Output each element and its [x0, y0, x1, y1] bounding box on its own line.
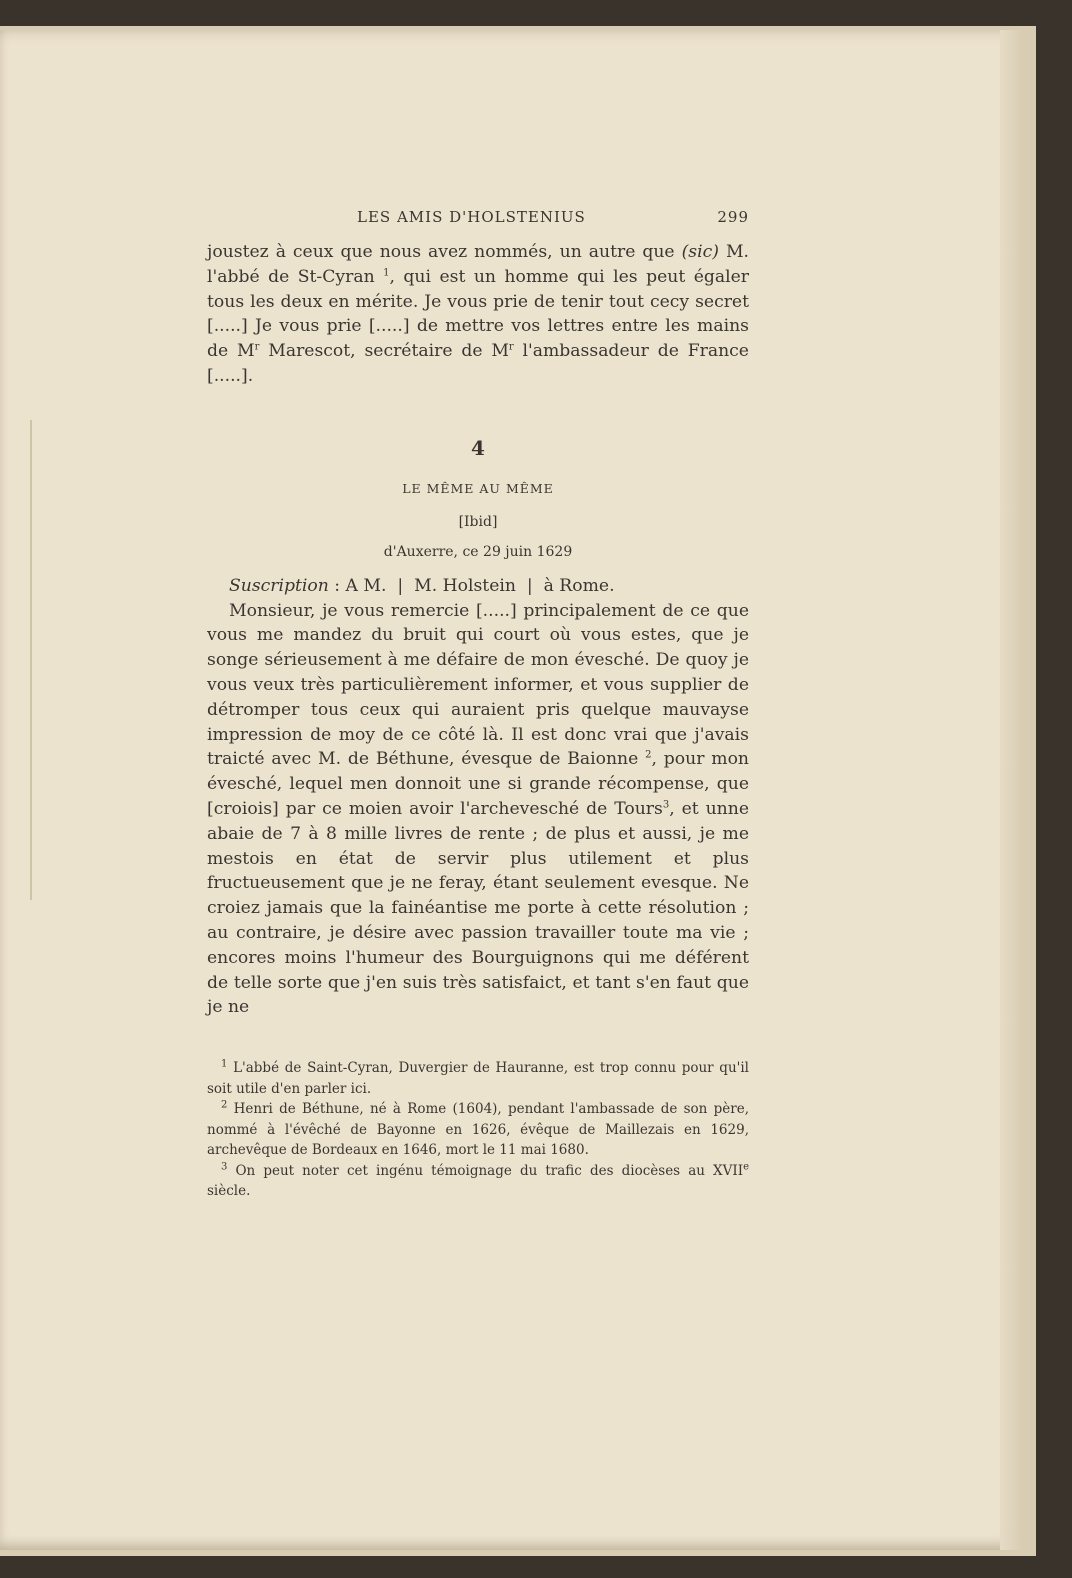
section-title: LE MÊME AU MÊME — [402, 480, 554, 496]
letter-body — [207, 599, 749, 1021]
running-head-title: LES AMIS D'HOLSTENIUS — [357, 208, 586, 226]
paragraph-2 — [207, 599, 749, 1021]
paragraph-1-text-a: joustez à ceux que nous avez nommés, un autre que — [207, 242, 682, 262]
suscription-label: Suscription — [229, 575, 329, 596]
running-head — [207, 200, 749, 226]
paragraph-2-text-c: , et unne abaie de 7 à 8 mille livres de rente ; de plus et aussi, je me mestois en état de servir plus utilement et plus fructueusement que je ne feray, étant seulement evesque. Ne croiez jamais que la fainéantise me porte à cette résolution ; au contraire, je désire avec passion travailler toute ma vie ; encores moins l'humeur des Bourguignons qui me déférent de telle sorte que j'en suis très satisfaict, et tant s'en faut que je ne — [207, 798, 749, 1018]
footnote-3-text: On peut noter cet ingénu témoignage du trafic des diocèses au XVII — [227, 1162, 744, 1179]
paragraph-2-text-a: Monsieur, je vous remercie [.....] principalement de ce que vous me mandez du bruit qui court où vous estes, que je songe sérieusement à me défaire de mon évesché. De quoy je vous veux très particulièrement informer, et vous supplier de détromper tous ceux qui auraient pris quelque mauvayse impression de moy de ce côté là. Il est donc vrai que j'avais traicté avec M. de Béthune, évesque de Baionne — [207, 600, 749, 770]
footnote-3-tail: siècle. — [207, 1183, 251, 1200]
letter-date: d'Auxerre, ce 29 juin 1629 — [383, 543, 573, 560]
paragraph-1-text-d: , qui est un homme qui les peut égaler tous les deux en mérite. Je vous prie de tenir tout cecy secret [.....] Je vous prie [.....] de mettre vos lettres entre les mains de M — [207, 266, 749, 362]
century-superscript: e — [743, 1161, 749, 1173]
superscript-r-1: r — [254, 341, 260, 353]
footnote-ref-3: 3 — [662, 799, 670, 811]
paragraph-1 — [207, 240, 749, 389]
paragraph-continuation — [207, 240, 749, 389]
superscript-r-2: r — [508, 341, 514, 353]
source-reference: [Ibid] — [458, 513, 498, 530]
paragraph-1-text-f: l'ambassadeur de France [.....]. — [207, 341, 749, 386]
footnote-3 — [207, 1161, 749, 1202]
footnote-ref-1: 1 — [383, 267, 390, 279]
footnote-mark-3: 3 — [221, 1161, 228, 1173]
footnote-ref-2: 2 — [645, 749, 652, 761]
footnote-2 — [207, 1099, 749, 1161]
paragraph-1-text-c: l'abbé de St-Cyran — [207, 266, 384, 287]
sic-mark: (sic) — [681, 242, 719, 262]
footnotes — [207, 1058, 749, 1202]
page-edge — [1000, 30, 1022, 1550]
footnote-mark-1: 1 — [221, 1058, 228, 1070]
footnote-1 — [207, 1058, 749, 1099]
suscription-text: : A M. | M. Holstein | à Rome. — [328, 575, 615, 596]
section-number: 4 — [471, 435, 485, 460]
footnote-2-text: Henri de Béthune, né à Rome (1604), pendant l'ambassade de son père, nommé à l'évêché de Bayonne en 1626, évêque de Maillezais en 1629, archevêque de Bordeaux en 1646, mort le 11 mai 1680. — [207, 1101, 749, 1159]
paragraph-2-text-b: , pour mon évesché, lequel men donnoit une si grande récompense, que [croiois] par ce moien avoir l'archevesché de Tours — [207, 749, 749, 819]
binding-fold — [30, 420, 32, 900]
page-number: 299 — [717, 208, 749, 226]
paragraph-1-text-b: M. — [718, 242, 750, 262]
page-content — [207, 200, 749, 1202]
paragraph-1-text-e: Marescot, secrétaire de M — [259, 341, 509, 362]
footnote-mark-2: 2 — [221, 1099, 228, 1111]
suscription-line — [207, 574, 749, 599]
footnote-1-text: L'abbé de Saint-Cyran, Duvergier de Hauranne, est trop connu pour qu'il soit utile d'en parler ici. — [207, 1060, 749, 1097]
